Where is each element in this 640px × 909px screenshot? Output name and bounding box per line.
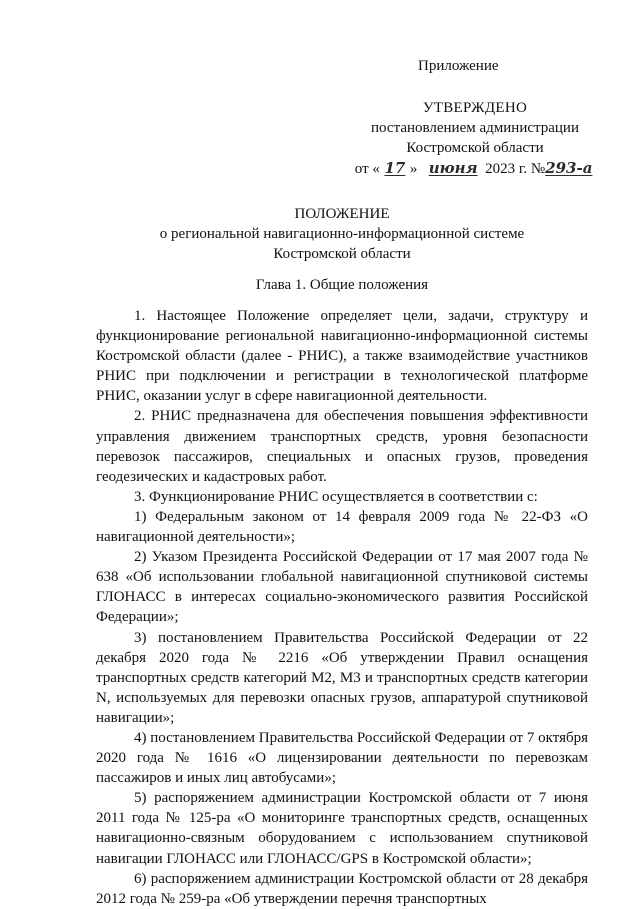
paragraph: 5) распоряжением администрации Костромской области от 7 июня 2011 года № 125-ра «О мониторинге транспортных средств, оснащенных навигационно-связным оборудованием с использованием спутниковой навигации ГЛОНАСС или ГЛОНАСС/GPS в Костромской области»; xyxy=(96,790,588,867)
paragraph: 1. Настоящее Положение определяет цели, задачи, структуру и функционирование региональной навигационно-информационной системы Костромской области (далее - РНИС), а также взаимодействие участников РНИС при подключении и регистрации в технологической платформе РНИС, оказании услуг в сфере навигационной деятельности. xyxy=(96,308,588,405)
appendix-label: Приложение xyxy=(418,58,499,74)
document-subtitle-line-2: Костромской области xyxy=(273,246,411,262)
paragraph: 1) Федеральным законом от 14 февраля 2009 года № 22-ФЗ «О навигационной деятельности»; xyxy=(96,508,588,546)
paragraph: 4) постановлением Правительства Российской Федерации от 7 октября 2020 года № 1616 «О лицензировании деятельности по перевозкам пассажиров и иных лиц автобусами»; xyxy=(96,729,588,787)
document-subtitle-line-1: о региональной навигационно-информационной системе xyxy=(159,226,525,242)
paragraph: 2. РНИС предназначена для обеспечения повышения эффективности управления движением транспортных средств, уровня безопасности перевозок пассажиров, специальных и опасных грузов, проведения геодезических и кадастровых работ. xyxy=(96,408,588,485)
paragraph: 3. Функционирование РНИС осуществляется в соответствии с: xyxy=(134,488,538,505)
date-prefix: от « xyxy=(354,161,380,177)
date-year: 2023 г. № xyxy=(485,161,546,177)
approval-stamp-block xyxy=(330,56,620,179)
document-body xyxy=(96,306,588,909)
chapter-heading: Глава 1. Общие положения xyxy=(255,277,429,293)
approval-date-line xyxy=(355,158,595,179)
paragraph: 2) Указом Президента Российской Федерации от 17 мая 2007 года № 638 «Об использовании глобальной навигационной спутниковой системы ГЛОНАСС в интересах социально-экономического развития Российской Федерации»; xyxy=(96,549,588,626)
paragraph: 6) распоряжением администрации Костромской области от 28 декабря 2012 года № 259-ра «Об утверждении перечня транспортных xyxy=(96,870,588,907)
handwritten-month: июня xyxy=(428,159,478,177)
handwritten-day: 17 xyxy=(384,159,406,177)
document-title: ПОЛОЖЕНИЕ xyxy=(294,206,390,222)
handwritten-number: 293-а xyxy=(545,159,593,177)
approved-region-line: Костромской области xyxy=(406,140,544,156)
paragraph: 3) постановлением Правительства Российской Федерации от 22 декабря 2020 года № 2216 «Об утверждении Правил оснащения транспортных средств категорий М2, М3 и транспортных средств категории N, используемых для перевозки опасных грузов, аппаратурой спутниковой навигации»; xyxy=(96,629,588,726)
approved-label: УТВЕРЖДЕНО xyxy=(422,100,528,116)
approved-by-line: постановлением администрации xyxy=(371,120,579,136)
date-mid: » xyxy=(409,161,418,177)
document-title-block xyxy=(96,204,588,264)
